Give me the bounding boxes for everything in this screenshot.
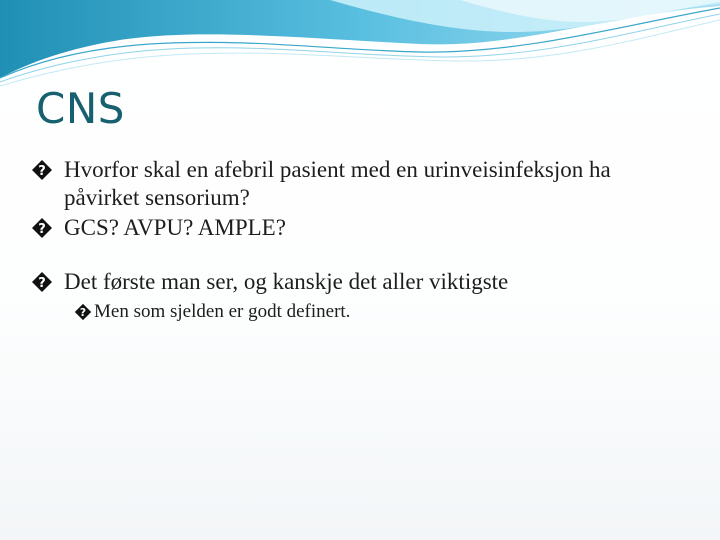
bullet-item: [30, 214, 690, 242]
sub-bullet-item: [30, 300, 690, 324]
svg-text:?: ?: [38, 222, 46, 237]
bullet-text: Det første man ser, og kanskje det aller viktigste: [64, 269, 509, 294]
spacer: [30, 244, 690, 268]
bullet-text: Hvorfor skal en afebril pasient med en urinveisinfeksjon ha påvirket sensorium?: [64, 157, 611, 210]
svg-text:?: ?: [38, 276, 46, 291]
bullet-text: GCS? AVPU? AMPLE?: [64, 215, 286, 240]
replacement-character-icon: [31, 271, 53, 293]
slide-title: CNS: [36, 84, 125, 133]
bullet-list: [30, 156, 690, 324]
replacement-character-icon: [31, 217, 53, 239]
sub-bullet-text: Men som sjelden er godt definert.: [94, 301, 351, 322]
svg-text:?: ?: [38, 164, 46, 179]
bullet-item: [30, 268, 690, 296]
svg-text:?: ?: [79, 306, 87, 320]
replacement-character-icon: [74, 303, 92, 321]
header-wave-decoration: [0, 0, 720, 90]
bullet-item: [30, 156, 690, 212]
replacement-character-icon: [31, 159, 53, 181]
